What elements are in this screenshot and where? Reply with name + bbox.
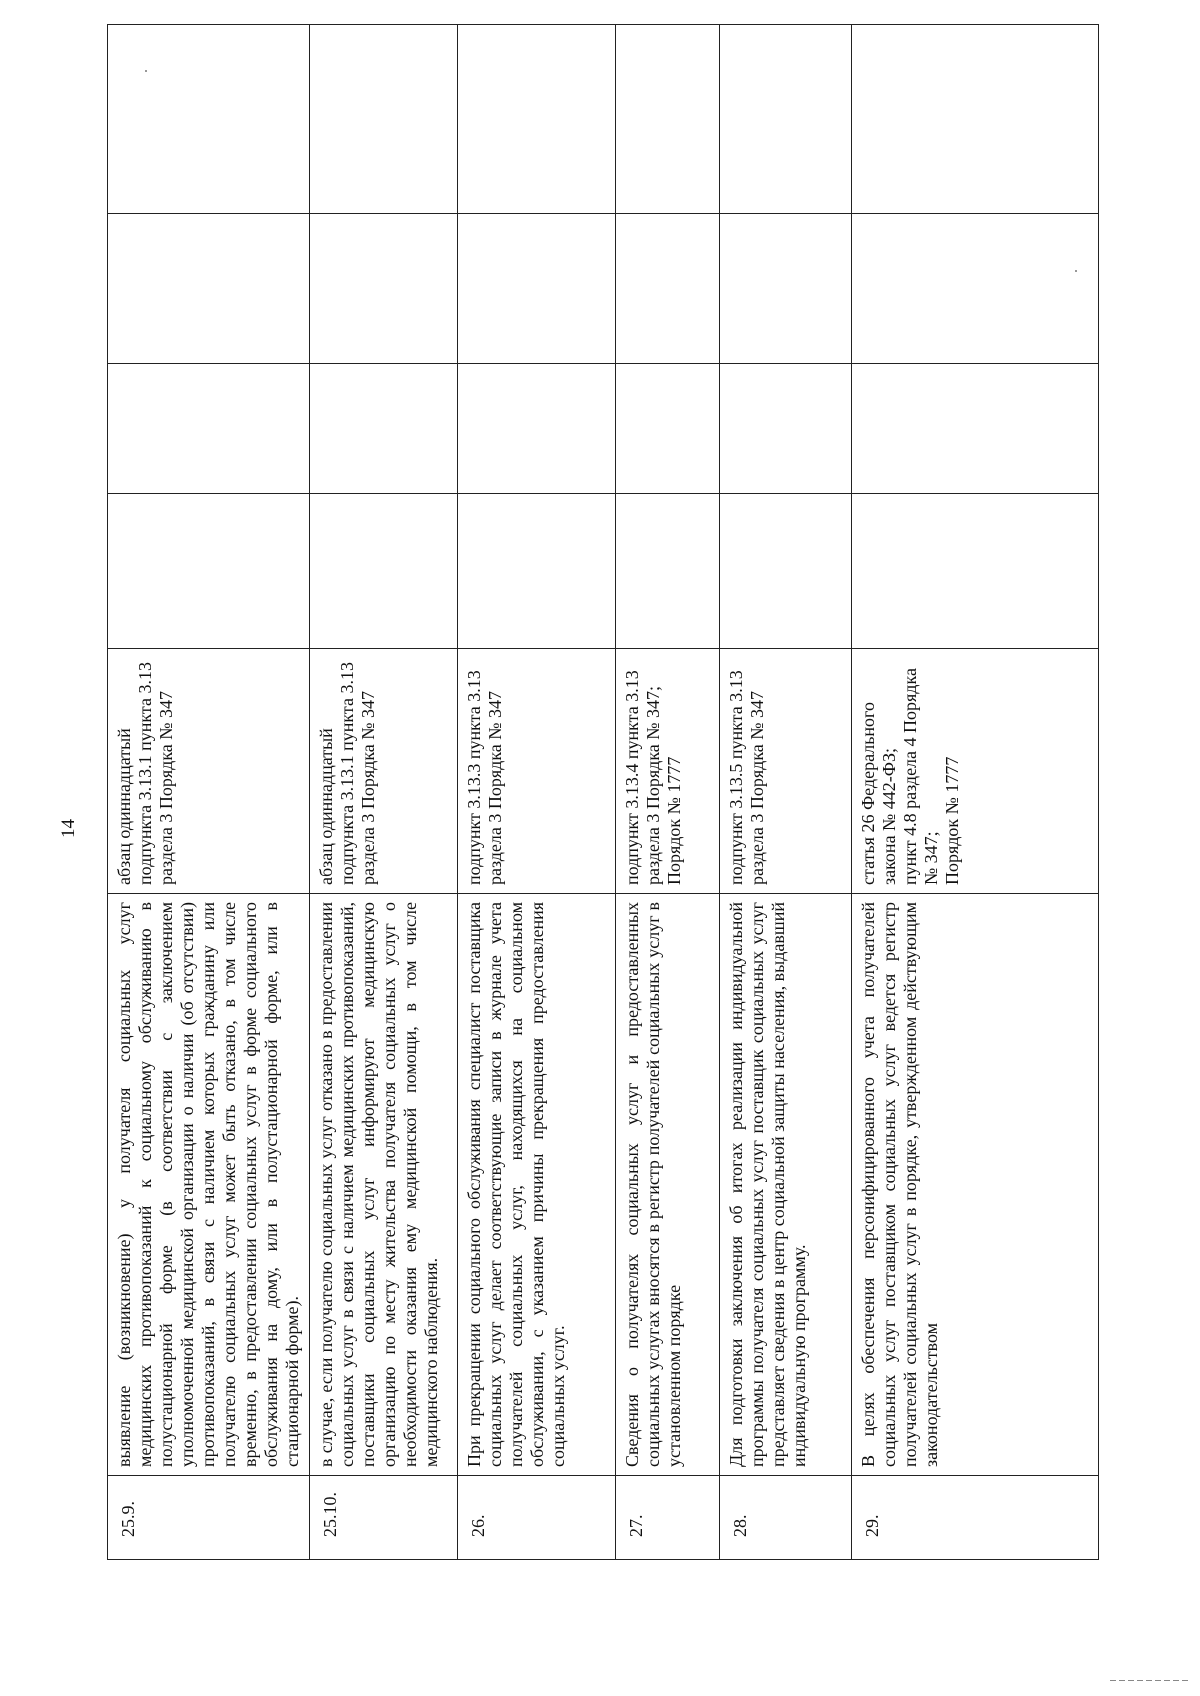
empty-cell [616, 25, 720, 214]
empty-cell [108, 25, 310, 214]
empty-cell [458, 494, 616, 649]
row-legal-basis [852, 649, 1099, 894]
empty-cell [852, 364, 1099, 494]
row-legal-basis: подпункт 3.13.5 пункта 3.13 раздела 3 Порядка № 347 [720, 649, 852, 894]
rotated-table-container [107, 25, 1094, 1560]
row-description: выявление (возникновение) у получателя социальных услуг медицинских противопоказаний к социальному обслуживанию в полустационарной форме (в соответствии с заключением уполномоченной медицинской организации о наличии (об отсутствии) противопоказаний, в связи с наличием которых гражданину или получателю социальных услуг может быть отказано, в том числе временно, в предоставлении социальных услуг в форме социального обслуживания на дому, или в полустационарной форме, или в стационарной форме). [108, 894, 310, 1476]
document-table [107, 24, 1099, 1560]
table-row [108, 25, 310, 1560]
empty-cell [852, 214, 1099, 364]
empty-cell [720, 364, 852, 494]
empty-cell [310, 25, 458, 214]
scan-speck [1075, 270, 1077, 272]
scan-speck [145, 70, 147, 72]
empty-cell [458, 25, 616, 214]
empty-cell [720, 25, 852, 214]
row-number: 25.10. [310, 1476, 458, 1560]
row-legal-basis: подпункт 3.13.4 пункта 3.13 раздела 3 Порядка № 347; Порядок № 1777 [616, 649, 720, 894]
basis-line: Порядок № 1777 [942, 756, 962, 885]
empty-cell [616, 214, 720, 364]
row-description: Сведения о получателях социальных услуг и предоставленных социальных услугах вносятся в регистр получателей социальных услуг в установленном порядке [616, 894, 720, 1476]
empty-cell [720, 494, 852, 649]
empty-cell [852, 25, 1099, 214]
table-row [458, 25, 616, 1560]
basis-line: пункт 4.8 раздела 4 Порядка № 347; [900, 668, 941, 885]
row-number: 27. [616, 1476, 720, 1560]
empty-cell [458, 214, 616, 364]
row-legal-basis: подпункт 3.13.3 пункта 3.13 раздела 3 Порядка № 347 [458, 649, 616, 894]
row-description: В целях обеспечения персонифицированного учета получателей социальных услуг поставщиком социальных услуг ведется регистр получателей социальных услуг в порядке, утвержденном действующим законодательством [852, 894, 1099, 1476]
row-number: 29. [852, 1476, 1099, 1560]
scan-edge-artifact [1110, 1680, 1190, 1681]
table-row [616, 25, 720, 1560]
row-number: 26. [458, 1476, 616, 1560]
empty-cell [720, 214, 852, 364]
table-row [852, 25, 1099, 1560]
table-row [310, 25, 458, 1560]
empty-cell [108, 214, 310, 364]
basis-line: статья 26 Федерального закона № 442-ФЗ; [858, 702, 899, 885]
row-description: в случае, если получателю социальных услуг отказано в предоставлении социальных услуг в связи с наличием медицинских противопоказаний, поставщики социальных услуг информируют медицинскую организацию по месту жительства получателя социальных услуг о необходимости оказания ему медицинской помощи, в том числе медицинского наблюдения. [310, 894, 458, 1476]
page-number: 14 [58, 819, 79, 838]
empty-cell [616, 494, 720, 649]
empty-cell [310, 214, 458, 364]
empty-cell [108, 494, 310, 649]
row-description: Для подготовки заключения об итогах реализации индивидуальной программы получателя социальных услуг поставщик социальных услуг представляет сведения в центр социальной защиты населения, выдавший индивидуальную программу. [720, 894, 852, 1476]
empty-cell [108, 364, 310, 494]
empty-cell [458, 364, 616, 494]
row-description: При прекращении социального обслуживания специалист поставщика социальных услуг делает соответствующие записи в журнале учета получателей социальных услуг, находящихся на социальном обслуживании, с указанием причины прекращения предоставления социальных услуг. [458, 894, 616, 1476]
empty-cell [852, 494, 1099, 649]
row-legal-basis: абзац одиннадцатый подпункта 3.13.1 пункта 3.13 раздела 3 Порядка № 347 [108, 649, 310, 894]
empty-cell [310, 364, 458, 494]
table-row [720, 25, 852, 1560]
row-number: 25.9. [108, 1476, 310, 1560]
row-number: 28. [720, 1476, 852, 1560]
empty-cell [310, 494, 458, 649]
empty-cell [616, 364, 720, 494]
row-legal-basis: абзац одиннадцатый подпункта 3.13.1 пункта 3.13 раздела 3 Порядка № 347 [310, 649, 458, 894]
